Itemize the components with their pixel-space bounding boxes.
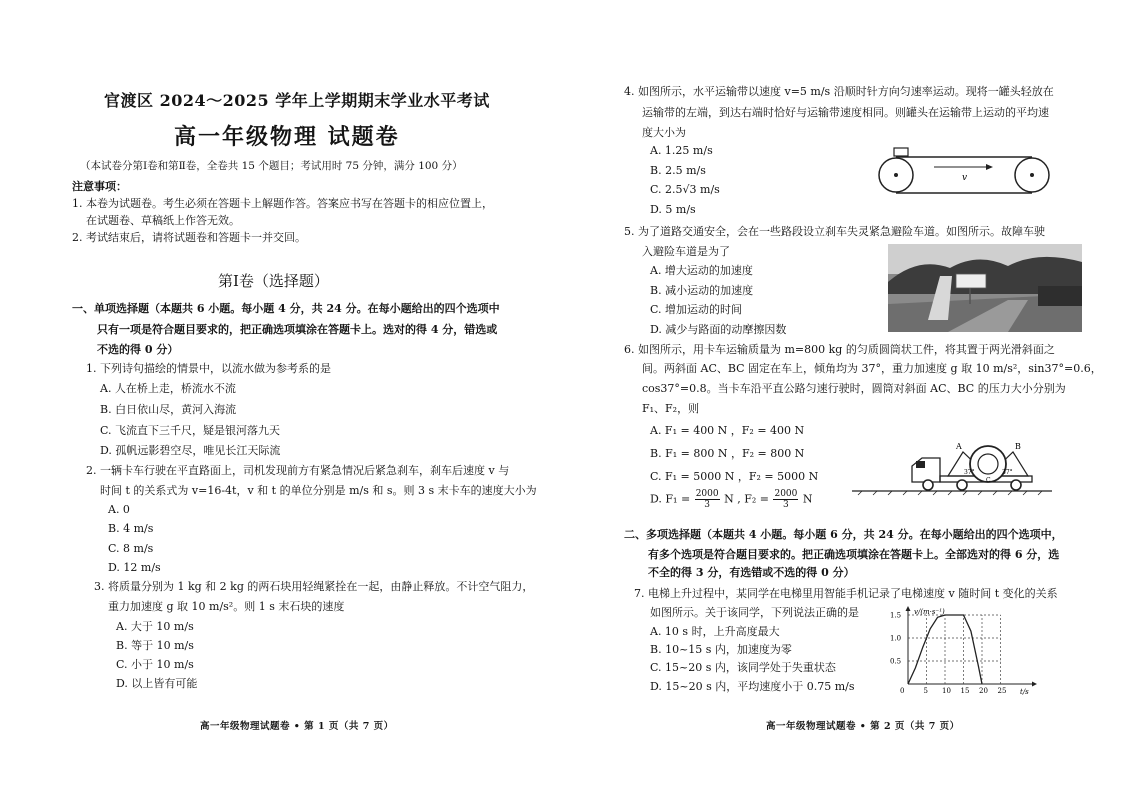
- section2-line3: 不全的得 3 分，有选错或不选的得 0 分）: [648, 566, 855, 579]
- point-b-label: B: [1015, 442, 1021, 451]
- q4-option-b: B. 2.5 m/s: [650, 164, 706, 177]
- q3-option-b: B. 等于 10 m/s: [116, 639, 194, 652]
- x-tick-label: 5: [923, 687, 928, 695]
- velocity-series-line: [908, 615, 982, 684]
- q4-line3: 度大小为: [642, 126, 686, 139]
- q6-option-d-frac2: [773, 489, 798, 510]
- q4-option-d: D. 5 m/s: [650, 203, 696, 216]
- q6-option-d-suffix: N: [802, 492, 813, 506]
- part1-title: 第Ⅰ卷（选择题）: [218, 272, 329, 290]
- y-tick-label: 0.5: [890, 657, 902, 666]
- q6-option-b: B. F₁ = 800 N ，F₂ = 800 N: [650, 447, 805, 460]
- truck-figure: [852, 438, 1052, 498]
- section2-line1: 二、多项选择题（本题共 4 小题。每小题 6 分，共 24 分。在每小题给出的四个选项中，: [624, 528, 1063, 541]
- q7-option-d: D. 15~20 s 内，平均速度小于 0.75 m/s: [650, 680, 855, 693]
- x-tick-label: 25: [997, 687, 1007, 695]
- q7-option-b: B. 10~15 s 内，加速度为零: [650, 643, 792, 656]
- wheel: [957, 480, 967, 490]
- q1-stem: 1. 下列诗句描绘的情景中，以流水做为参考系的是: [86, 362, 331, 375]
- q5-option-a: A. 增大运动的加速度: [650, 264, 753, 277]
- q6-option-d: [650, 489, 813, 510]
- conveyor-belt-figure: [874, 142, 1054, 198]
- notes-heading: 注意事项：: [72, 180, 127, 193]
- frac-numerator: 2000: [695, 489, 719, 499]
- y-axis-arrow: [906, 606, 911, 611]
- q7-option-a: A. 10 s 时，上升高度最大: [650, 625, 780, 638]
- q1-option-b: B. 白日依山尽，黄河入海流: [100, 403, 237, 416]
- x-tick-label: 20: [979, 687, 988, 695]
- wheel: [1011, 480, 1021, 490]
- y-tick-label: 1.5: [890, 611, 902, 620]
- page-2-footer: 高一年级物理试题卷 • 第 2 页（共 7 页）: [766, 721, 960, 732]
- can-icon: [894, 148, 908, 156]
- q7-line1: 7. 电梯上升过程中，某同学在电梯里用智能手机记录了电梯速度 v 随时间 t 变化的关系: [634, 587, 1058, 600]
- y-tick-label: 1.0: [890, 634, 902, 643]
- frac-denominator: 3: [783, 500, 789, 510]
- velocity-label: v: [962, 173, 968, 183]
- angle-label-left: 37°: [964, 469, 975, 476]
- q6-option-a: A. F₁ = 400 N ，F₂ = 400 N: [650, 424, 805, 437]
- q6-line2: 间。两斜面 AC、BC 固定在车上，倾角均为 37°，重力加速度 g 取 10 m/s²，sin37°=0.6，: [642, 362, 1102, 375]
- exam-page-2: [562, 0, 1123, 793]
- q4-line2: 运输带的左端，到达右端时恰好与运输带速度相同。则罐头在运输带上运动的平均速: [642, 106, 1049, 119]
- q3-option-c: C. 小于 10 m/s: [116, 658, 194, 671]
- q6-option-d-frac1: [695, 489, 720, 510]
- wheel: [923, 480, 933, 490]
- q3-line1: 3. 将质量分别为 1 kg 和 2 kg 的两石块用轻绳紧拴在一起，由静止释放。不计空气阻力，: [94, 580, 534, 593]
- q2-option-a: A. 0: [108, 503, 130, 516]
- q2-line2: 时间 t 的关系式为 v=16-4t，v 和 t 的单位分别是 m/s 和 s。则 3 s 末卡车的速度大小为: [100, 484, 537, 497]
- angle-label-right: 37°: [1002, 469, 1013, 476]
- q2-line1: 2. 一辆卡车行驶在平直路面上，司机发现前方有紧急情况后紧急刹车，刹车后速度 v 与: [86, 464, 510, 477]
- q5-line2: 入避险车道是为了: [642, 245, 730, 258]
- q6-option-c: C. F₁ = 5000 N ，F₂ = 5000 N: [650, 470, 819, 483]
- x-tick-label: 15: [960, 687, 970, 695]
- q4-option-a: A. 1.25 m/s: [650, 144, 713, 157]
- x-axis-arrow: [1032, 682, 1037, 687]
- q3-line2: 重力加速度 g 取 10 m/s²。则 1 s 末石块的速度: [108, 600, 345, 613]
- y-axis-label: v/(m·s⁻¹): [914, 608, 945, 616]
- q6-line4: F₁、F₂，则: [642, 402, 700, 415]
- section1-line1: 一、单项选择题（本题共 6 小题。每小题 4 分，共 24 分。在每小题给出的四个选项中: [72, 302, 500, 315]
- q1-option-a: A. 人在桥上走，桥流水不流: [100, 382, 236, 395]
- velocity-time-chart: [888, 604, 1038, 696]
- section2-line2: 有多个选项是符合题目要求的。把正确选项填涂在答题卡上。全部选对的得 6 分，选: [648, 548, 1060, 561]
- point-a-label: A: [956, 442, 962, 451]
- q4-line1: 4. 如图所示，水平运输带以速度 v=5 m/s 沿顺时针方向匀速率运动。现将一罐头轻放在: [624, 85, 1054, 98]
- emergency-lane-photo: [888, 244, 1082, 332]
- q7-option-c: C. 15~20 s 内，该同学处于失重状态: [650, 661, 836, 674]
- x-tick-label: 10: [942, 687, 951, 695]
- q2-option-b: B. 4 m/s: [108, 522, 154, 535]
- frac-denominator: 3: [704, 500, 710, 510]
- x-axis-label: t/s: [1020, 688, 1029, 696]
- q6-line1: 6. 如图所示，用卡车运输质量为 m=800 kg 的匀质圆筒状工件，将其置于两光滑斜面之: [624, 343, 1055, 356]
- origin-label: 0: [900, 687, 905, 695]
- exam-intro: （本试卷分第Ⅰ卷和第Ⅱ卷，全卷共 15 个题目；考试用时 75 分钟，满分 100 分）: [80, 160, 463, 172]
- q3-option-d: D. 以上皆有可能: [116, 677, 198, 690]
- q4-option-c: C. 2.5√3 m/s: [650, 183, 720, 196]
- q3-option-a: A. 大于 10 m/s: [116, 620, 194, 633]
- exam-title: 官渡区 2024～2025 学年上学期期末学业水平考试: [104, 91, 490, 110]
- page-1-footer: 高一年级物理试题卷 • 第 1 页（共 7 页）: [200, 721, 394, 732]
- q2-option-c: C. 8 m/s: [108, 542, 154, 555]
- q7-line2: 如图所示。关于该同学，下列说法正确的是: [650, 606, 859, 619]
- exam-subtitle: 高一年级物理 试题卷: [174, 124, 400, 150]
- q5-option-d: D. 减少与路面的动摩擦因数: [650, 323, 787, 336]
- section1-line2: 只有一项是符合题目要求的，把正确选项填涂在答题卡上。选对的得 4 分，错选或: [97, 323, 498, 336]
- q1-option-d: D. 孤帆远影碧空尽，唯见长江天际流: [100, 444, 281, 457]
- q6-line3: cos37°=0.8。当卡车沿平直公路匀速行驶时，圆筒对斜面 AC、BC 的压力大小分别为: [642, 382, 1066, 395]
- q5-line1: 5. 为了道路交通安全，会在一些路段设立刹车失灵紧急避险车道。如图所示。故障车驶: [624, 225, 1045, 238]
- q2-option-d: D. 12 m/s: [108, 561, 161, 574]
- q1-option-c: C. 飞流直下三千尺，疑是银河落九天: [100, 424, 281, 437]
- notes-item-2: 2. 考试结束后，请将试题卷和答题卡一并交回。: [72, 231, 306, 244]
- frac-numerator: 2000: [774, 489, 798, 499]
- notes-item-1-cont: 在试题卷、草稿纸上作答无效。: [86, 214, 240, 227]
- section1-line3: 不选的得 0 分）: [97, 343, 179, 356]
- notes-item-1: 1. 本卷为试题卷。考生必须在答题卡上解题作答。答案应书写在答题卡的相应位置上，: [72, 197, 493, 210]
- q5-option-c: C. 增加运动的时间: [650, 303, 743, 316]
- q5-option-b: B. 减小运动的加速度: [650, 284, 754, 297]
- q6-option-d-mid: N , F₂ =: [724, 492, 769, 506]
- point-c-label: C: [986, 477, 991, 484]
- q6-option-d-prefix: D. F₁ =: [650, 492, 691, 506]
